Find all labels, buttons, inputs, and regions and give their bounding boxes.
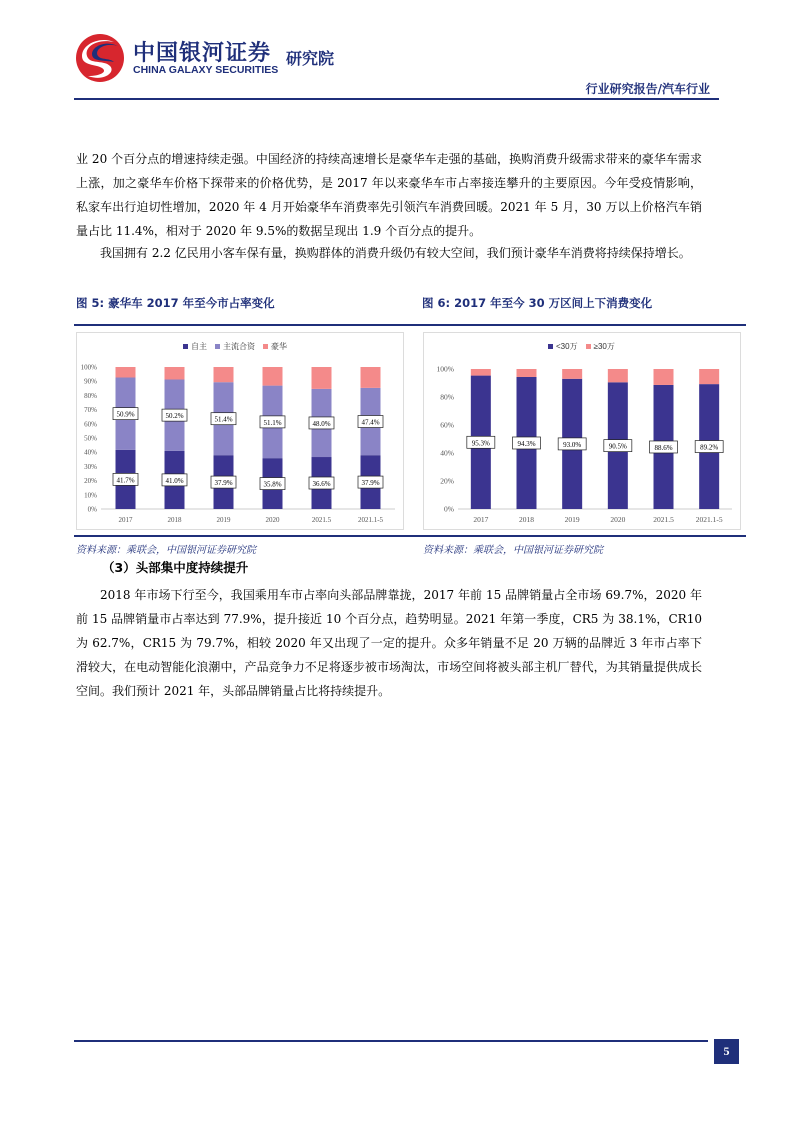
fig5-ytick-label: 80%	[84, 391, 97, 400]
fig5-ytick-label: 10%	[84, 491, 97, 500]
figure5-plot	[77, 333, 403, 529]
fig6-xtick-label: 2019	[564, 515, 580, 524]
fig6-ytick-label: 100%	[436, 364, 454, 374]
fig5-ytick-label: 40%	[84, 448, 97, 457]
fig5-legend-label-0: 自主	[191, 342, 207, 351]
paragraph-upgrade-space: 我国拥有 2.2 亿民用小客车保有量，换购群体的消费升级仍有较大空间，我们预计豪华车消费将持续保持增长。	[100, 246, 691, 260]
fig5-ytick-label: 50%	[84, 434, 97, 443]
fig6-ytick-label: 60%	[440, 420, 454, 430]
fig5-xtick-label: 2021.1-5	[357, 516, 384, 524]
fig5-data-label: 48.0%	[312, 419, 331, 428]
fig6-legend-label-0: <30万	[556, 342, 578, 351]
report-category: 行业研究报告/汽车行业	[585, 82, 710, 96]
fig6-xtick-label: 2021.5	[653, 515, 674, 524]
figure-top-divider	[74, 324, 746, 326]
fig5-data-label: 36.6%	[312, 480, 331, 489]
paragraph-luxury-growth: 业 20 个百分点的增速持续走强。中国经济的持续高速增长是豪华车走强的基础，换购消费升级需求带来的豪华车需求上涨，加之豪华车价格下探带来的价格优势，是 2017 年以来豪华车市占率接连攀升的主要原因。今年受疫情影响，私家车出行迫切性增加，2020 年 4 月开始豪华车消费率先引领汽车消费回暖。2021 年 5 月，30 万以上价格汽车销量占比 11.4%，相对于 2020 年 9.5%的数据呈现出 1.9 个百分点的提升。	[76, 152, 702, 238]
fig5-data-label: 41.0%	[165, 476, 184, 485]
figure6-title: 图 6: 2017 年至今 30 万区间上下消费变化	[422, 296, 653, 310]
fig5-legend-label-2: 豪华	[271, 342, 287, 351]
header-divider	[74, 98, 719, 100]
fig6-bar-1	[699, 369, 719, 384]
footer-divider	[74, 1040, 708, 1042]
fig5-bar-2	[165, 367, 185, 379]
fig6-bar-1	[562, 369, 582, 379]
fig5-data-label: 47.4%	[361, 418, 380, 427]
fig5-data-label: 41.7%	[116, 476, 135, 485]
fig5-data-label: 51.1%	[263, 418, 282, 427]
fig5-ytick-label: 100%	[80, 363, 97, 372]
fig6-data-label: 89.2%	[700, 443, 719, 452]
figure5-title: 图 5: 豪华车 2017 年至今市占率变化	[76, 296, 275, 310]
fig6-bar-1	[471, 369, 491, 376]
fig5-bar-2	[214, 367, 234, 382]
fig5-data-label: 51.4%	[214, 415, 233, 424]
galaxy-logo-icon	[74, 32, 126, 84]
fig5-ytick-label: 20%	[84, 477, 97, 486]
figure6-plot	[424, 333, 740, 529]
fig6-data-label: 90.5%	[608, 442, 627, 451]
fig5-xtick-label: 2020	[265, 516, 280, 524]
fig6-xtick-label: 2020	[610, 515, 626, 524]
fig6-data-label: 95.3%	[471, 439, 490, 448]
fig6-xtick-label: 2017	[473, 515, 489, 524]
fig6-data-label: 93.0%	[563, 440, 582, 449]
logo-institute: 研究院	[286, 49, 335, 68]
figure-bottom-divider	[74, 535, 746, 537]
fig5-xtick-label: 2021.5	[311, 516, 332, 524]
figure6-chart	[423, 332, 741, 530]
fig6-ytick-label: 20%	[440, 476, 454, 486]
paragraph-concentration: 2018 年市场下行至今，我国乘用车市占率向头部品牌靠拢，2017 年前 15 品牌销量占全市场 69.7%，2020 年前 15 品牌销量市占率达到 77.9%，提升接近 10 个百分点，趋势明显。2021 年第一季度，CR5 为 38.1%，CR10 为 62.7%，CR15 为 79.7%，相较 2020 年又出现了一定的提升。众多年销量不足 20 万辆的品牌近 3 年市占率下滑较大，在电动智能化浪潮中，产品竞争力不足将逐步被市场淘汰，市场空间将被头部主机厂替代，为其销量提供成长空间。我们预计 2021 年，头部品牌销量占比将持续提升。	[76, 588, 702, 698]
fig5-legend-label-1: 主流合资	[223, 342, 255, 351]
fig5-ytick-label: 90%	[84, 377, 97, 386]
fig5-data-label: 50.9%	[116, 410, 135, 419]
figure6-source: 资料来源：乘联会，中国银河证券研究院	[423, 545, 603, 556]
fig6-legend-label-1: ≥30万	[593, 342, 615, 351]
page-number: 5	[714, 1039, 739, 1064]
fig5-xtick-label: 2018	[167, 516, 182, 524]
fig5-ytick-label: 30%	[84, 462, 97, 471]
figure5-chart	[76, 332, 404, 530]
fig6-xtick-label: 2021.1-5	[695, 515, 723, 524]
logo-chinese-name: 中国银河证券	[133, 41, 272, 66]
fig5-data-label: 50.2%	[165, 412, 184, 421]
fig5-xtick-label: 2017	[118, 516, 133, 524]
fig6-data-label: 94.3%	[517, 439, 536, 448]
fig6-data-label: 88.6%	[654, 443, 673, 452]
fig6-bar-1	[517, 369, 537, 377]
fig5-bar-2	[312, 367, 332, 389]
fig6-ytick-label: 40%	[440, 448, 454, 458]
fig6-bar-1	[608, 369, 628, 382]
fig6-xtick-label: 2018	[519, 515, 534, 524]
fig6-ytick-label: 0%	[444, 504, 454, 514]
fig5-bar-2	[361, 367, 381, 388]
fig5-ytick-label: 70%	[84, 406, 97, 415]
fig5-ytick-label: 60%	[84, 420, 97, 429]
figure5-source: 资料来源：乘联会，中国银河证券研究院	[76, 545, 256, 556]
fig5-data-label: 35.8%	[263, 480, 282, 489]
fig5-data-label: 37.9%	[214, 479, 233, 488]
section-title: （3）头部集中度持续提升	[102, 560, 249, 575]
fig5-ytick-label: 0%	[87, 505, 97, 514]
fig5-data-label: 37.9%	[361, 479, 380, 488]
fig5-bar-2	[116, 367, 136, 378]
logo-english-name: CHINA GALAXY SECURITIES	[133, 64, 279, 76]
fig6-ytick-label: 80%	[440, 392, 454, 402]
fig6-bar-1	[654, 369, 674, 385]
fig5-xtick-label: 2019	[216, 516, 231, 524]
fig5-bar-2	[263, 367, 283, 386]
